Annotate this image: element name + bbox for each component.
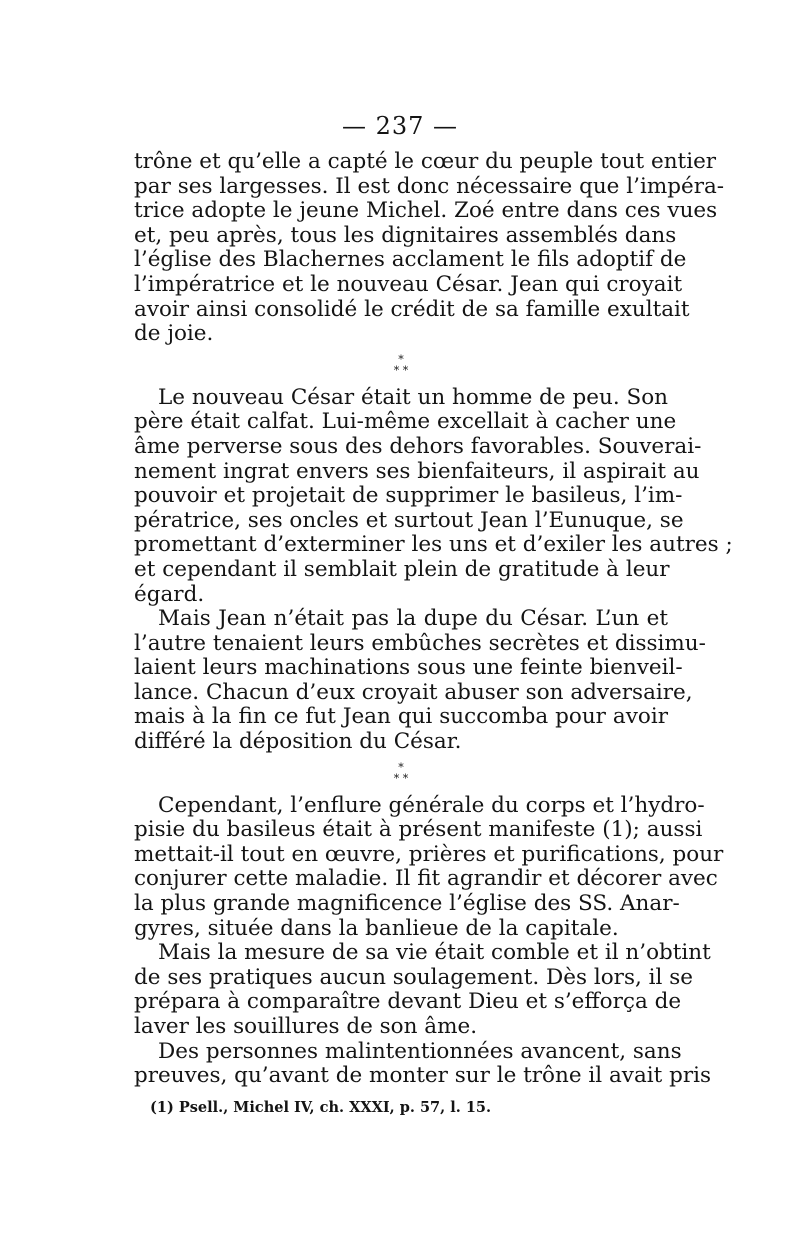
asterism-bottom: * * <box>393 771 409 785</box>
text-line: gyres, située dans la banlieue de la capitale. <box>134 915 619 941</box>
paragraph <box>134 149 725 347</box>
text-line: mais à la fin ce fut Jean qui succomba pour avoir <box>134 704 668 730</box>
text-line: et cependant il semblait plein de gratitude à leur <box>134 556 670 582</box>
asterism-separator <box>134 354 668 376</box>
text-line: prépara à comparaître devant Dieu et s’efforça de <box>134 989 682 1015</box>
text-line: l’église des Blachernes acclament le fils adoptif de <box>134 247 687 273</box>
text-line: Des personnes malintentionnées avancent, sans <box>158 1038 682 1064</box>
text-line: mettait-il tout en œuvre, prières et purifications, pour <box>134 841 724 867</box>
text-line: égard. <box>134 581 205 607</box>
text-line: Mais Jean n’était pas la dupe du César. L’un et <box>158 606 668 632</box>
text-line: trice adopte le jeune Michel. Zoé entre dans ces vues <box>134 198 718 224</box>
text-line: preuves, qu’avant de monter sur le trône il avait pris <box>134 1063 712 1089</box>
text-line: laver les souillures de son âme. <box>134 1014 478 1039</box>
paragraph <box>134 1038 712 1089</box>
asterism-separator <box>134 762 668 784</box>
text-line: l’impératrice et le nouveau César. Jean qui croyait <box>134 271 683 297</box>
text-line: Cependant, l’enflure générale du corps et l’hydro- <box>158 792 705 818</box>
asterism-top: * <box>398 760 404 774</box>
text-line: nement ingrat envers ses bienfaiteurs, il aspirait au <box>134 458 700 484</box>
text-line: promettant d’exterminer les uns et d’exiler les autres ; <box>134 532 733 558</box>
text-line: pératrice, ses oncles et surtout Jean l’Eunuque, se <box>134 507 684 533</box>
text-line: de joie. <box>134 321 214 347</box>
text-line: âme perverse sous des dehors favorables. Souverai- <box>134 433 702 459</box>
asterism-bottom: * * <box>393 363 409 377</box>
text-line: trône et qu’elle a capté le cœur du peuple tout entier <box>134 149 717 174</box>
asterism-top: * <box>398 352 404 366</box>
text-line: la plus grande magnificence l’église des SS. Anar- <box>134 891 680 917</box>
text-line: avoir ainsi consolidé le crédit de sa famille exultait <box>134 296 690 322</box>
footnote: (1) Psell., Michel IV, ch. XXXI, p. 57, l. 15. <box>150 1099 492 1116</box>
body-text <box>134 149 733 1089</box>
text-line: conjurer cette maladie. Il fit agrandir et décorer avec <box>134 866 718 892</box>
text-line: l’autre tenaient leurs embûches secrètes et dissimu- <box>134 630 706 656</box>
text-line: et, peu après, tous les dignitaires assemblés dans <box>134 222 677 248</box>
text-line: Mais la mesure de sa vie était comble et il n’obtint <box>158 940 711 966</box>
page-number: — 237 — <box>341 112 459 140</box>
text-line: de ses pratiques aucun soulagement. Dès lors, il se <box>134 964 693 990</box>
text-line: pisie du basileus était à présent manifeste (1); aussi <box>134 817 703 843</box>
text-line: pouvoir et projetait de supprimer le basileus, l’im- <box>134 483 683 509</box>
text-line: différé la déposition du César. <box>134 729 462 755</box>
text-line: par ses largesses. Il est donc nécessaire que l’impéra- <box>134 173 725 199</box>
paragraph <box>134 940 711 1039</box>
paragraph <box>134 792 724 942</box>
text-line: père était calfat. Lui-même excellait à cacher une <box>134 409 677 435</box>
paragraph <box>134 384 733 607</box>
text-line: lance. Chacun d’eux croyait abuser son adversaire, <box>134 679 693 705</box>
paragraph <box>134 606 706 755</box>
text-line: laient leurs machinations sous une feinte bienveil- <box>134 655 683 681</box>
text-line: Le nouveau César était un homme de peu. Son <box>158 384 669 410</box>
